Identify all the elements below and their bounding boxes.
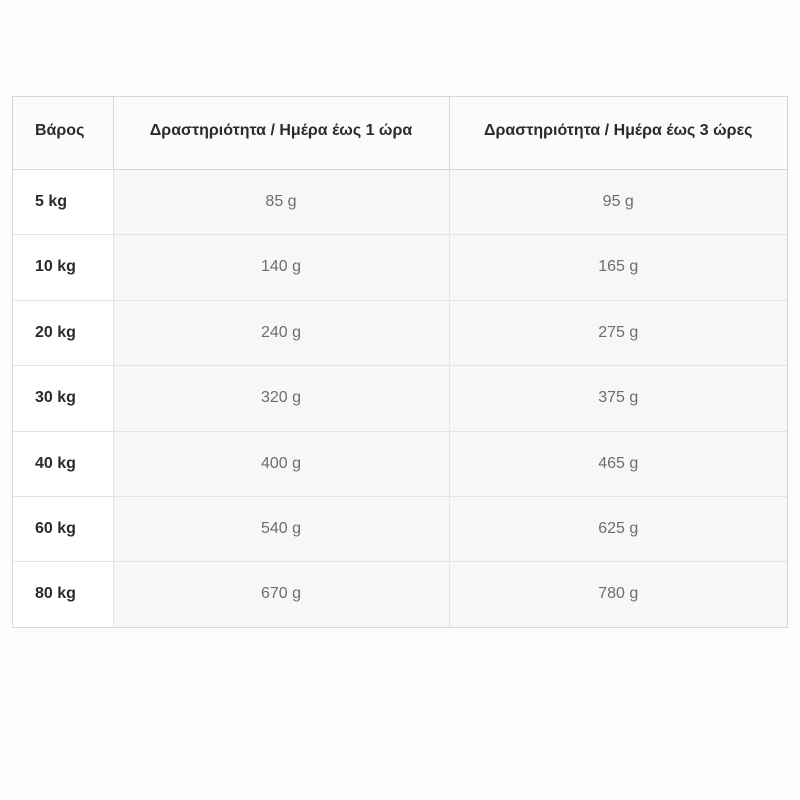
cell-weight: 20 kg bbox=[13, 300, 113, 365]
cell-activity-3h: 625 g bbox=[449, 496, 787, 561]
feeding-table-container bbox=[12, 96, 788, 628]
cell-activity-1h: 140 g bbox=[113, 235, 449, 300]
cell-activity-3h: 165 g bbox=[449, 235, 787, 300]
cell-weight: 60 kg bbox=[13, 496, 113, 561]
table-header-row bbox=[13, 97, 787, 170]
column-header-activity-3h: Δραστηριότητα / Ημέρα έως 3 ώρες bbox=[449, 97, 787, 170]
cell-activity-1h: 400 g bbox=[113, 431, 449, 496]
cell-weight: 40 kg bbox=[13, 431, 113, 496]
cell-weight: 5 kg bbox=[13, 170, 113, 235]
cell-activity-1h: 320 g bbox=[113, 366, 449, 431]
cell-activity-3h: 465 g bbox=[449, 431, 787, 496]
table-header bbox=[13, 97, 787, 170]
cell-activity-3h: 95 g bbox=[449, 170, 787, 235]
cell-activity-3h: 375 g bbox=[449, 366, 787, 431]
cell-weight: 80 kg bbox=[13, 562, 113, 627]
table-row bbox=[13, 170, 787, 235]
cell-activity-1h: 85 g bbox=[113, 170, 449, 235]
table-row bbox=[13, 366, 787, 431]
cell-weight: 10 kg bbox=[13, 235, 113, 300]
table-row bbox=[13, 431, 787, 496]
cell-activity-1h: 540 g bbox=[113, 496, 449, 561]
column-header-weight: Βάρος bbox=[13, 97, 113, 170]
cell-activity-1h: 240 g bbox=[113, 300, 449, 365]
cell-weight: 30 kg bbox=[13, 366, 113, 431]
table-body bbox=[13, 170, 787, 627]
column-header-activity-1h: Δραστηριότητα / Ημέρα έως 1 ώρα bbox=[113, 97, 449, 170]
cell-activity-3h: 275 g bbox=[449, 300, 787, 365]
table-row bbox=[13, 235, 787, 300]
cell-activity-3h: 780 g bbox=[449, 562, 787, 627]
feeding-guide-table bbox=[13, 97, 787, 627]
table-row bbox=[13, 496, 787, 561]
table-row bbox=[13, 300, 787, 365]
cell-activity-1h: 670 g bbox=[113, 562, 449, 627]
table-row bbox=[13, 562, 787, 627]
